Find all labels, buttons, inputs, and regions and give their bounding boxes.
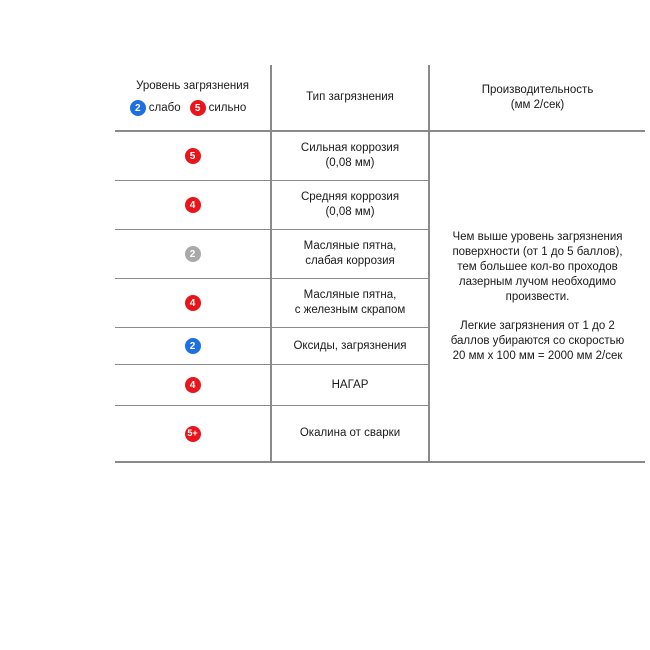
contamination-type-text: НАГАР bbox=[331, 378, 369, 391]
contamination-type-text: Сильная коррозия bbox=[300, 142, 400, 154]
table-row bbox=[115, 181, 430, 230]
contamination-type-text: Масляные пятна, bbox=[303, 240, 397, 252]
level-badge: 5+ bbox=[185, 426, 201, 442]
contamination-type-cell bbox=[272, 230, 430, 278]
table-row bbox=[115, 230, 430, 279]
performance-note bbox=[430, 132, 645, 461]
header-performance-cell bbox=[430, 65, 645, 130]
level-badge: 2 bbox=[185, 338, 201, 354]
level-badge: 5 bbox=[185, 148, 201, 164]
table-row bbox=[115, 406, 430, 461]
contamination-type-cell bbox=[272, 328, 430, 364]
contamination-type-text: Окалина от сварки bbox=[299, 427, 401, 439]
contamination-type-subtext: (0,08 мм) bbox=[325, 157, 375, 169]
level-badge: 4 bbox=[185, 295, 201, 311]
contamination-type-text: Масляные пятна, bbox=[303, 289, 397, 301]
table-row bbox=[115, 279, 430, 328]
level-badge: 4 bbox=[185, 377, 201, 393]
header-type-cell: Тип загрязнения bbox=[272, 65, 430, 130]
header-performance-unit: (мм 2/сек) bbox=[510, 98, 565, 111]
table-header bbox=[115, 65, 645, 132]
header-performance-title: Производительность bbox=[481, 83, 594, 96]
level-cell bbox=[115, 365, 272, 405]
level-badge: 2 bbox=[185, 246, 201, 262]
contamination-type-cell bbox=[272, 279, 430, 327]
level-cell bbox=[115, 230, 272, 278]
table-body bbox=[115, 132, 645, 463]
level-badge: 4 bbox=[185, 197, 201, 213]
legend-weak-label: слабо bbox=[148, 101, 181, 114]
header-level-title: Уровень загрязнения bbox=[136, 80, 249, 92]
table-row bbox=[115, 365, 430, 406]
contamination-type-cell bbox=[272, 365, 430, 405]
note-paragraph-1: Чем выше уровень загрязнения поверхности (от 1 до 5 баллов), тем большее кол-во проходов лазерным лучом необходимо произвести. bbox=[452, 230, 623, 303]
note-paragraph-2: Легкие загрязнения от 1 до 2 баллов убираются со скоростью 20 мм х 100 мм = 2000 мм 2/сек bbox=[450, 319, 625, 362]
contamination-type-cell bbox=[272, 181, 430, 229]
contamination-type-cell bbox=[272, 132, 430, 180]
legend-strong-label: сильно bbox=[208, 101, 247, 114]
contamination-table bbox=[115, 65, 645, 463]
contamination-type-text: Средняя коррозия bbox=[300, 191, 400, 203]
header-level-cell bbox=[115, 65, 272, 130]
contamination-type-subtext: с железным скрапом bbox=[294, 304, 406, 316]
table-row bbox=[115, 328, 430, 365]
contamination-type-text: Оксиды, загрязнения bbox=[293, 339, 407, 352]
level-cell bbox=[115, 279, 272, 327]
level-cell bbox=[115, 132, 272, 180]
contamination-type-cell bbox=[272, 406, 430, 461]
contamination-type-subtext: (0,08 мм) bbox=[325, 206, 375, 218]
level-cell bbox=[115, 406, 272, 461]
level-legend bbox=[130, 100, 255, 116]
level-cell bbox=[115, 328, 272, 364]
level-cell bbox=[115, 181, 272, 229]
table-rows bbox=[115, 132, 430, 461]
contamination-type-subtext: слабая коррозия bbox=[305, 255, 395, 267]
legend-weak-badge: 2 bbox=[130, 100, 146, 116]
legend-strong-badge: 5 bbox=[190, 100, 206, 116]
table-row bbox=[115, 132, 430, 181]
